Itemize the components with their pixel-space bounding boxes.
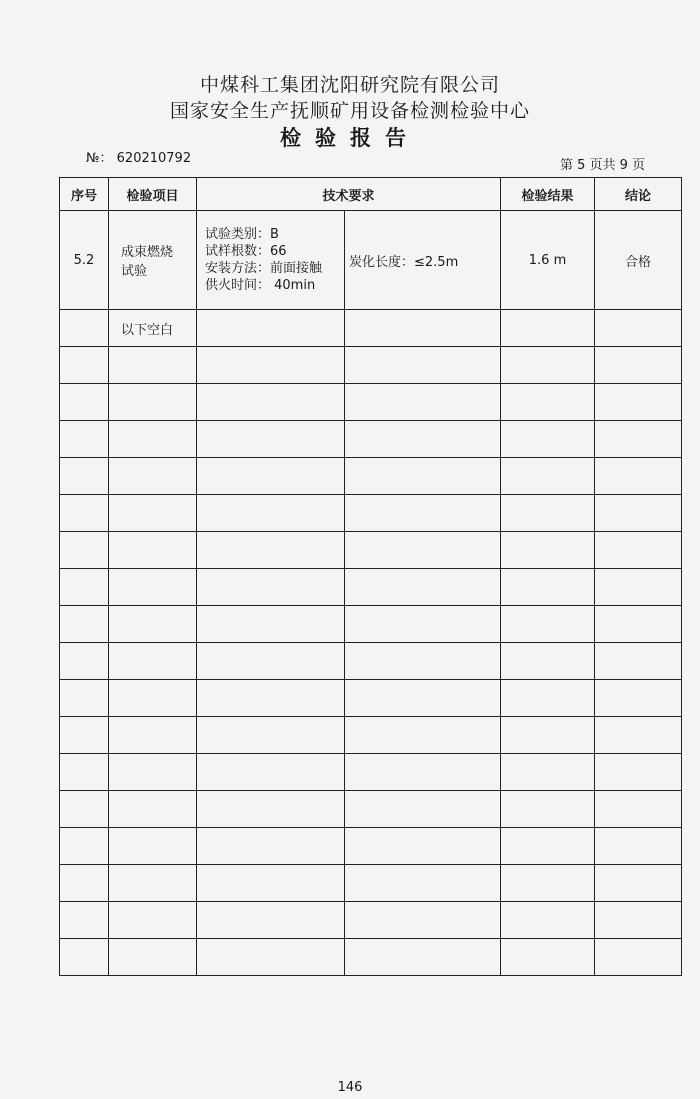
header-conclusion: 结论 bbox=[595, 178, 682, 211]
cell bbox=[109, 717, 197, 754]
cell bbox=[197, 939, 345, 976]
cell bbox=[197, 643, 345, 680]
cell bbox=[501, 939, 595, 976]
cell bbox=[345, 606, 501, 643]
row-spec bbox=[197, 211, 345, 310]
cell bbox=[501, 347, 595, 384]
cell bbox=[109, 569, 197, 606]
cell bbox=[345, 384, 501, 421]
cell bbox=[501, 865, 595, 902]
cell bbox=[595, 939, 682, 976]
cell bbox=[501, 495, 595, 532]
header-row bbox=[60, 178, 682, 211]
cell bbox=[501, 828, 595, 865]
blank-note: 以下空白 bbox=[109, 310, 197, 347]
table-row bbox=[60, 532, 682, 569]
cell bbox=[595, 569, 682, 606]
cell bbox=[197, 532, 345, 569]
cell bbox=[595, 865, 682, 902]
table-row bbox=[60, 458, 682, 495]
cell bbox=[501, 421, 595, 458]
cell bbox=[595, 717, 682, 754]
cell bbox=[345, 495, 501, 532]
spec-line-4: 供火时间： 40min bbox=[205, 278, 316, 293]
cell bbox=[595, 791, 682, 828]
cell bbox=[109, 791, 197, 828]
cell bbox=[60, 384, 109, 421]
cell bbox=[109, 495, 197, 532]
cell bbox=[501, 791, 595, 828]
cell bbox=[595, 643, 682, 680]
table-row bbox=[60, 643, 682, 680]
cell bbox=[60, 606, 109, 643]
cell bbox=[197, 421, 345, 458]
header-item: 检验项目 bbox=[109, 178, 197, 211]
cell bbox=[501, 680, 595, 717]
header-requirements: 技术要求 bbox=[197, 178, 501, 211]
cell bbox=[109, 939, 197, 976]
spec-line-1: 试验类别：B bbox=[205, 227, 279, 242]
report-title: 检验报告 bbox=[280, 126, 420, 150]
cell bbox=[60, 680, 109, 717]
cell bbox=[595, 384, 682, 421]
cell bbox=[109, 754, 197, 791]
inspection-table bbox=[59, 177, 682, 976]
cell bbox=[60, 643, 109, 680]
spec-line-3: 安装方法：前面接触 bbox=[205, 261, 323, 276]
cell bbox=[595, 902, 682, 939]
table-row bbox=[60, 421, 682, 458]
cell bbox=[60, 347, 109, 384]
cell bbox=[345, 754, 501, 791]
cell bbox=[197, 902, 345, 939]
row-result: 1.6 m bbox=[501, 211, 595, 310]
cell bbox=[109, 384, 197, 421]
page-info: 第 5 页共 9 页 bbox=[560, 158, 646, 173]
cell bbox=[197, 384, 345, 421]
table-row bbox=[60, 310, 682, 347]
cell bbox=[60, 939, 109, 976]
cell bbox=[60, 569, 109, 606]
cell bbox=[345, 421, 501, 458]
table-row bbox=[60, 717, 682, 754]
table-row bbox=[60, 606, 682, 643]
report-number: №： 620210792 bbox=[86, 151, 192, 166]
cell bbox=[501, 606, 595, 643]
cell bbox=[345, 939, 501, 976]
cell bbox=[197, 865, 345, 902]
cell bbox=[109, 347, 197, 384]
cell bbox=[60, 458, 109, 495]
row-item bbox=[109, 211, 197, 310]
cell bbox=[197, 495, 345, 532]
cell bbox=[109, 902, 197, 939]
row-item-line2: 试验 bbox=[121, 264, 148, 279]
cell bbox=[109, 643, 197, 680]
cell bbox=[109, 865, 197, 902]
cell bbox=[345, 569, 501, 606]
table-row bbox=[60, 754, 682, 791]
header-no: 序号 bbox=[60, 178, 109, 211]
table-row bbox=[60, 347, 682, 384]
cell bbox=[109, 680, 197, 717]
cell bbox=[109, 828, 197, 865]
cell bbox=[345, 828, 501, 865]
cell bbox=[345, 532, 501, 569]
cell bbox=[501, 569, 595, 606]
cell bbox=[197, 606, 345, 643]
header-result: 检验结果 bbox=[501, 178, 595, 211]
cell bbox=[345, 791, 501, 828]
cell bbox=[595, 606, 682, 643]
cell bbox=[595, 458, 682, 495]
cell bbox=[197, 347, 345, 384]
cell bbox=[595, 421, 682, 458]
cell bbox=[345, 458, 501, 495]
cell bbox=[197, 754, 345, 791]
page-number: 146 bbox=[337, 1080, 363, 1095]
cell bbox=[501, 532, 595, 569]
cell bbox=[345, 717, 501, 754]
table-row bbox=[60, 211, 682, 310]
cell bbox=[60, 310, 109, 347]
table-row bbox=[60, 939, 682, 976]
cell bbox=[501, 643, 595, 680]
cell bbox=[501, 310, 595, 347]
cell bbox=[345, 680, 501, 717]
cell bbox=[197, 828, 345, 865]
cell bbox=[109, 606, 197, 643]
cell bbox=[595, 754, 682, 791]
center-name: 国家安全生产抚顺矿用设备检测检验中心 bbox=[169, 100, 530, 122]
cell bbox=[197, 569, 345, 606]
organization-name: 中煤科工集团沈阳研究院有限公司 bbox=[199, 74, 500, 96]
row-no: 5.2 bbox=[60, 211, 109, 310]
cell bbox=[595, 532, 682, 569]
cell bbox=[595, 347, 682, 384]
cell bbox=[197, 310, 345, 347]
cell bbox=[109, 421, 197, 458]
table-row bbox=[60, 865, 682, 902]
cell bbox=[197, 458, 345, 495]
cell bbox=[197, 680, 345, 717]
cell bbox=[60, 865, 109, 902]
cell bbox=[60, 902, 109, 939]
cell bbox=[501, 458, 595, 495]
cell bbox=[345, 902, 501, 939]
spec-line-2: 试样根数：66 bbox=[205, 244, 287, 259]
table-row bbox=[60, 680, 682, 717]
table-row bbox=[60, 569, 682, 606]
cell bbox=[60, 421, 109, 458]
cell bbox=[109, 532, 197, 569]
cell bbox=[60, 754, 109, 791]
cell bbox=[197, 791, 345, 828]
table-row bbox=[60, 828, 682, 865]
cell bbox=[595, 680, 682, 717]
cell bbox=[595, 495, 682, 532]
cell bbox=[109, 458, 197, 495]
cell bbox=[501, 902, 595, 939]
cell bbox=[501, 384, 595, 421]
cell bbox=[501, 717, 595, 754]
cell bbox=[60, 717, 109, 754]
cell bbox=[345, 310, 501, 347]
cell bbox=[595, 828, 682, 865]
cell bbox=[345, 643, 501, 680]
table-row bbox=[60, 791, 682, 828]
cell bbox=[345, 347, 501, 384]
row-item-line1: 成束燃烧 bbox=[121, 245, 174, 260]
cell bbox=[197, 717, 345, 754]
cell bbox=[60, 495, 109, 532]
table-row bbox=[60, 902, 682, 939]
table-row bbox=[60, 495, 682, 532]
cell bbox=[60, 532, 109, 569]
cell bbox=[595, 310, 682, 347]
cell bbox=[501, 754, 595, 791]
table-row bbox=[60, 384, 682, 421]
cell bbox=[60, 828, 109, 865]
row-conclusion: 合格 bbox=[595, 211, 682, 310]
row-requirement: 炭化长度：≤2.5m bbox=[345, 211, 501, 310]
cell bbox=[345, 865, 501, 902]
cell bbox=[60, 791, 109, 828]
